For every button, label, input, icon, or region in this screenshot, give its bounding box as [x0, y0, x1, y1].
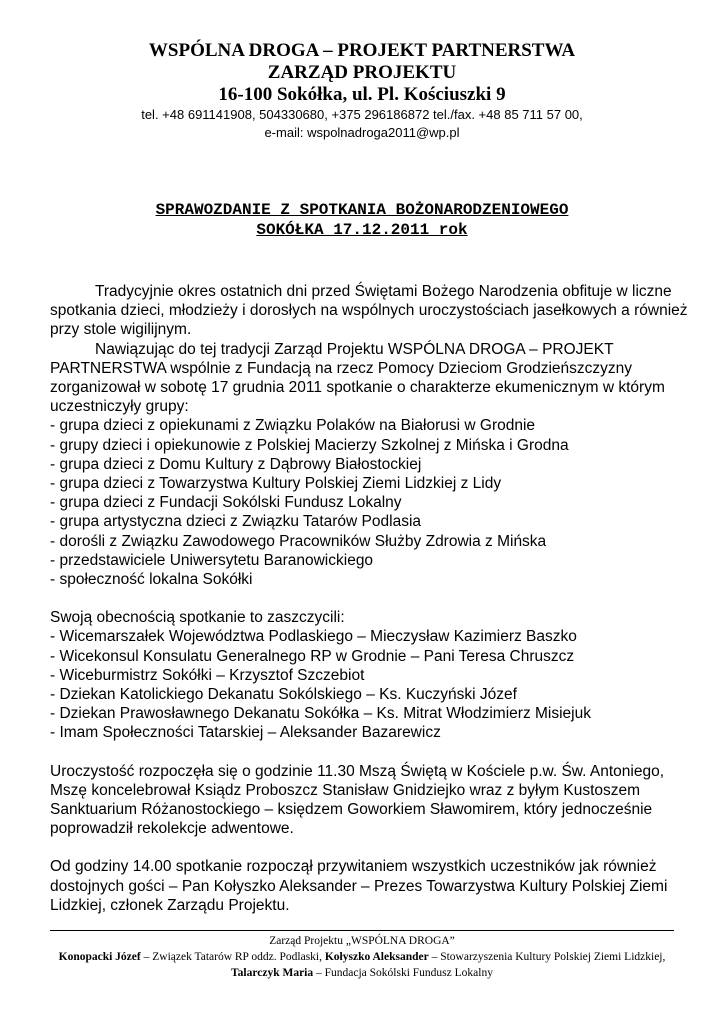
- member-name: Talarczyk Maria: [231, 967, 314, 979]
- list-item: - Imam Społeczności Tatarskiej – Aleksander Bazarewicz: [50, 724, 441, 742]
- list-item: - grupa dzieci z Towarzystwa Kultury Polskiej Ziemi Lidzkiej z Lidy: [50, 475, 502, 493]
- list-item: - dorośli z Związku Zawodowego Pracowników Służby Zdrowia z Mińska: [50, 532, 547, 550]
- list-item: - grupa artystyczna dzieci z Związku Tatarów Podlasia: [50, 513, 422, 531]
- guests-list: [50, 627, 690, 742]
- footer-members: [50, 949, 674, 981]
- list-item: - Wicemarszałek Województwa Podlaskiego – Mieczysław Kazimierz Baszko: [50, 628, 577, 646]
- paragraph-mass: Uroczystość rozpoczęła się o godzinie 11.30 Mszą Świętą w Kościele p.w. Św. Antoniego, Mszę koncelebrował Ksiądz Proboszcz Stanisław Gnidziejko wraz z byłym Kustoszem Sanktuarium Różanostockiego – księdzem Goworkiem Sławomirem, który jednocześnie poprowadził rekolekcje adwentowe.: [50, 762, 664, 838]
- paragraph-organizers: Nawiązując do tej tradycji Zarząd Projektu WSPÓLNA DROGA – PROJEKT PARTNERSTWA wspólnie z Fundacją na rzecz Pomocy Dzieciom Grodzieńszczyzny zorganizował w sobotę 17 grudnia 2011 spotkanie o charakterze ekumenicznym w którym uczestniczyły grupy:: [50, 340, 665, 416]
- list-item: - Dziekan Prawosławnego Dekanatu Sokółka – Ks. Mitrat Włodzimierz Misiejuk: [50, 705, 591, 723]
- paragraph-intro: Tradycyjnie okres ostatnich dni przed Świętami Bożego Narodzenia obfituje w liczne spotkania dzieci, młodzieży i dorosłych na wspólnych uroczystościach jasełkowych a również przy stole wigilijnym.: [50, 283, 688, 339]
- report-title: [40, 200, 684, 240]
- member-org: – Stowarzyszenia Kultury Polskiej Ziemi Lidzkiej,: [428, 951, 666, 963]
- letterhead: [60, 40, 664, 142]
- list-item: - Wiceburmistrz Sokółki – Krzysztof Szczebiot: [50, 666, 365, 684]
- org-name: WSPÓLNA DROGA – PROJEKT PARTNERSTWA: [148, 40, 576, 61]
- paragraph-welcome: Od godziny 14.00 spotkanie rozpoczął przywitaniem wszystkich uczestników jak również dostojnych gości – Pan Kołyszko Aleksander – Prezes Towarzystwa Kultury Polskiej Ziemi Lidzkiej, członek Zarządu Projektu.: [50, 858, 668, 914]
- org-board: ZARZĄD PROJEKTU: [267, 62, 457, 83]
- report-title-line1: SPRAWOZDANIE Z SPOTKANIA BOŻONARODZENIOWEGO: [155, 201, 569, 219]
- list-item: - grupa dzieci z Domu Kultury z Dąbrowy Białostockiej: [50, 455, 422, 473]
- org-address: 16-100 Sokółka, ul. Pl. Kościuszki 9: [218, 84, 506, 105]
- list-item: - społeczność lokalna Sokółki: [50, 571, 253, 589]
- list-item: - Dziekan Katolickiego Dekanatu Sokólskiego – Ks. Kuczyński Józef: [50, 686, 517, 704]
- list-item: - grupa dzieci z opiekunami z Związku Polaków na Białorusi w Grodnie: [50, 417, 536, 435]
- page-footer: [50, 933, 674, 981]
- report-title-line2: SOKÓŁKA 17.12.2011 rok: [256, 221, 468, 239]
- member-org: – Związek Tatarów RP oddz. Podlaski,: [140, 951, 325, 963]
- list-item: - grupy dzieci i opiekunowie z Polskiej Macierzy Szkolnej z Mińska i Grodna: [50, 436, 569, 454]
- report-body: [50, 282, 690, 915]
- participant-groups-list: [50, 416, 690, 589]
- list-item: - przedstawiciele Uniwersytetu Baranowickiego: [50, 551, 374, 569]
- member-name: Kołyszko Aleksander: [324, 951, 429, 963]
- guests-intro: Swoją obecnością spotkanie to zaszczycili:: [50, 609, 345, 627]
- member-org: – Fundacja Sokólski Fundusz Lokalny: [313, 967, 493, 979]
- org-phones: tel. +48 691141908, 504330680, +375 296186872 tel./fax. +48 85 711 57 00,: [141, 107, 583, 122]
- list-item: - Wicekonsul Konsulatu Generalnego RP w Grodnie – Pani Teresa Chruszcz: [50, 647, 575, 665]
- member-name: Konopacki Józef: [58, 951, 141, 963]
- footer-title: Zarząd Projektu „WSPÓLNA DROGA”: [269, 935, 455, 947]
- footer-divider: [50, 930, 674, 931]
- org-email: e-mail: wspolnadroga2011@wp.pl: [264, 125, 460, 140]
- list-item: - grupa dzieci z Fundacji Sokólski Fundusz Lokalny: [50, 494, 402, 512]
